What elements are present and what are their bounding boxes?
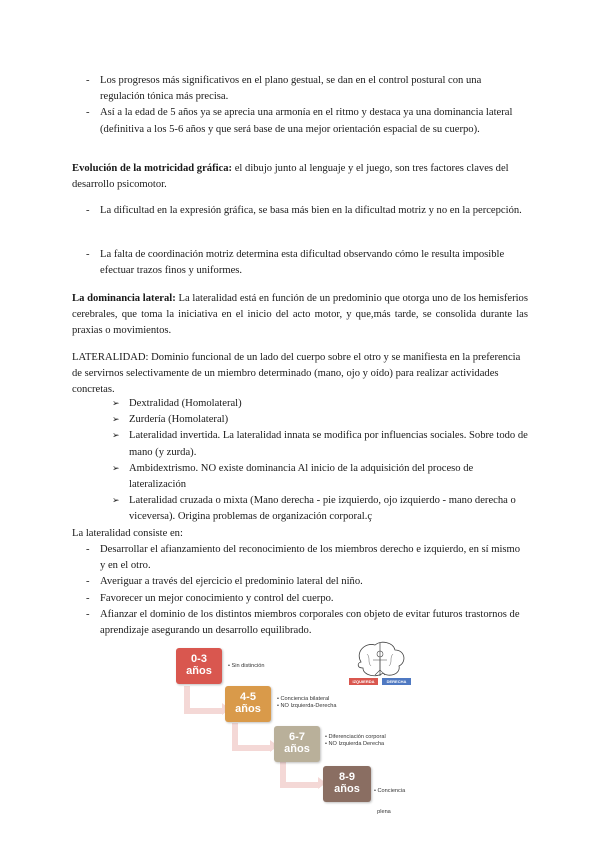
step-unit: años (334, 783, 360, 795)
grafica-paragraph (72, 161, 528, 193)
step-age: 0-3 (191, 653, 207, 665)
grafica-list-2 (72, 247, 528, 279)
list-item: - Favorecer un mejor conocimiento y control del cuerpo. (72, 591, 528, 607)
logo-left-label: IZQUIERDA (352, 679, 375, 684)
step-notes-4-5 (277, 696, 336, 710)
grafica-list-block-2 (72, 247, 528, 279)
list-item: ➢ Zurdería (Homolateral) (112, 412, 528, 428)
lateralidad-types-block (112, 396, 528, 526)
step-age: 4-5 (240, 691, 256, 703)
step-note: • Conciencia bilateral (277, 696, 330, 702)
step-note: plena (374, 809, 391, 815)
step-unit: años (284, 743, 310, 755)
lateralidad-paragraph (72, 350, 528, 399)
lateralidad-types-list (112, 396, 528, 526)
list-item: - La dificultad en la expresión gráfica, se basa más bien en la dificultad motriz y no en la percepción. (72, 203, 528, 219)
list-item: - Así a la edad de 5 años ya se aprecia una armonía en el ritmo y destaca ya una dominancia lateral (definitiva a los 5-6 años y que será base de una mejor orientación espacial de su cuerpo). (72, 105, 528, 137)
intro-list (72, 73, 528, 138)
list-item: - La falta de coordinación motriz determina esta dificultad observando cómo le resulta imposible efectuar trazos finos y uniformes. (72, 247, 528, 279)
intro-list-block (72, 73, 528, 138)
step-notes-8-9 (374, 774, 405, 830)
consiste-intro: La lateralidad consiste en: (72, 528, 183, 539)
list-item: - Los progresos más significativos en el plano gestual, se dan en el control postural con una regulación tónica más precisa. (72, 73, 528, 105)
consiste-list (72, 542, 528, 639)
step-0-3 (176, 648, 222, 684)
step-notes-0-3 (228, 663, 264, 670)
dominancia-text: La lateralidad está en función de un predominio que otorga uno de los hemisferios cerebrales, que toma la iniciativa en el inicio del acto motor, y que,más tarde, se consolida durante las praxias o movimientos. (72, 293, 528, 337)
step-unit: años (186, 665, 212, 677)
list-item: - Desarrollar el afianzamiento del reconocimiento de los miembros derecho e izquierdo, en sí mismo y en el otro. (72, 542, 528, 574)
step-note: • NO Izquierda-Derecha (277, 703, 337, 709)
list-item: ➢ Lateralidad invertida. La lateralidad innata se modifica por influencias sociales. Sobre todo de mano (y zurda). (112, 428, 528, 460)
list-item: ➢ Dextralidad (Homolateral) (112, 396, 528, 412)
connector-3 (280, 760, 320, 788)
dominancia-paragraph (72, 291, 528, 340)
step-6-7 (274, 726, 320, 762)
list-item: - Averiguar a través del ejercicio el predominio lateral del niño. (72, 574, 528, 590)
list-item: - Afianzar el dominio de los distintos miembros corporales con objeto de evitar futuros trastornos de aprendizaje asegurando un desarrollo equilibrado. (72, 607, 528, 639)
step-note: • Sin distinción (228, 663, 265, 669)
list-item: ➢ Ambidextrismo. NO existe dominancia Al inicio de la adquisición del proceso de lateralización (112, 461, 528, 493)
dominancia-heading: La dominancia lateral: (72, 293, 176, 304)
lateralidad-text: LATERALIDAD: Dominio funcional de un lado del cuerpo sobre el otro y se manifiesta en la preferencia de servirnos selectivamente de un miembro determinado (mano, ojo y oído) para realizar actividades concretas. (72, 352, 521, 396)
step-note: • NO Izquierda Derecha (325, 741, 385, 747)
step-8-9 (323, 766, 371, 802)
step-age: 8-9 (339, 771, 355, 783)
list-item: ➢ Lateralidad cruzada o mixta (Mano derecha - pie izquierdo, ojo izquierdo - mano derecha o viceversa). Origina problemas de organización corporal.ç (112, 493, 528, 525)
logo-right-label: DERECHA (386, 679, 407, 684)
connector-2 (232, 723, 272, 751)
step-notes-6-7 (325, 734, 386, 748)
step-4-5 (225, 686, 271, 722)
consiste-list-block (72, 542, 528, 639)
grafica-heading: Evolución de la motricidad gráfica: (72, 163, 233, 174)
connector-1 (184, 686, 224, 714)
step-age: 6-7 (289, 731, 305, 743)
grafica-text: el dibujo junto al lenguaje y el juego, son tres factores claves del desarrollo psicomotor. (72, 163, 509, 191)
brain-body-illustration (349, 640, 411, 690)
grafica-list-block (72, 203, 528, 219)
step-note: • Diferenciación corporal (325, 734, 386, 740)
step-note: • Conciencia (374, 788, 406, 794)
grafica-list (72, 203, 528, 219)
step-unit: años (235, 703, 261, 715)
